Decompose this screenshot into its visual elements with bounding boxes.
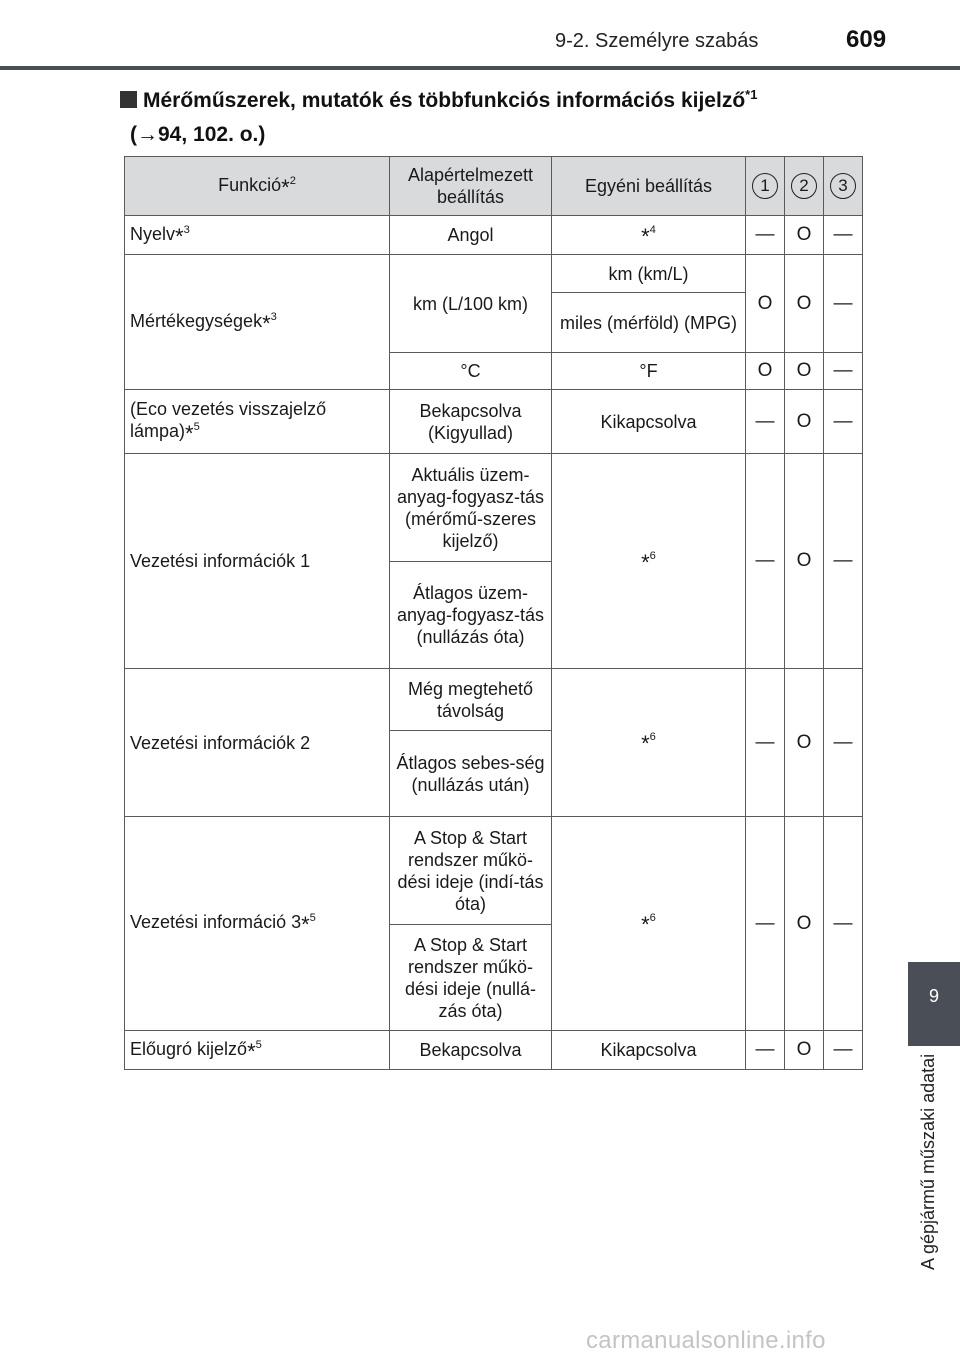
- header-col-3: 3: [824, 157, 863, 216]
- row-eco-c1: —: [746, 390, 785, 454]
- row-drive-info2-default-1: Még megtehető távolság: [390, 669, 552, 731]
- row-language-default: Angol: [390, 216, 552, 255]
- header-title: 9-2. Személyre szabás: [555, 30, 759, 52]
- header-col-2: 2: [785, 157, 824, 216]
- row-drive-info3-default-1: A Stop & Start rendszer műkö-dési ideje (indí-tás óta): [390, 817, 552, 925]
- row-drive-info1-c1: —: [746, 454, 785, 669]
- row-units-custom-2: °F: [552, 353, 746, 390]
- row-units-c3: —: [824, 255, 863, 353]
- section-heading: [120, 84, 880, 152]
- row-drive-info1-default-2: Átlagos üzem-anyag-fogyasz-tás (nullázás óta): [390, 562, 552, 669]
- table-row: [125, 390, 863, 454]
- row-units-c1b: O: [746, 353, 785, 390]
- row-drive-info2-default-2: Átlagos sebes-ség (nullázás után): [390, 731, 552, 817]
- row-drive-info1-c2: O: [785, 454, 824, 669]
- header-rule: [0, 66, 960, 70]
- table-header-row: [125, 157, 863, 216]
- side-tab-number: 9: [928, 986, 939, 1006]
- settings-table: [124, 156, 863, 1070]
- row-units-function: Mértékegységek*$^3$: [125, 255, 390, 390]
- row-units-custom-1a: km (km/L): [552, 255, 746, 293]
- row-eco-default: Bekapcsolva (Kigyullad): [390, 390, 552, 454]
- row-drive-info3-c1: —: [746, 817, 785, 1031]
- row-eco-function: (Eco vezetés visszajelző lámpa)*$^5$: [125, 390, 390, 454]
- row-units-c2b: O: [785, 353, 824, 390]
- table-row: [125, 216, 863, 255]
- row-drive-info1-default-1: Aktuális üzem-anyag-fogyasz-tás (mérőmű-szeres kijelző): [390, 454, 552, 562]
- row-eco-custom: Kikapcsolva: [552, 390, 746, 454]
- row-drive-info1-custom: *$^6$: [552, 454, 746, 669]
- row-drive-info3-c2: O: [785, 817, 824, 1031]
- row-drive-info3-custom: *$^6$: [552, 817, 746, 1031]
- row-units-custom-1b: miles (mérföld) (MPG): [552, 293, 746, 353]
- row-units-c2: O: [785, 255, 824, 353]
- table-row: [125, 454, 863, 562]
- row-units-c3b: —: [824, 353, 863, 390]
- watermark: carmanualsonline.info: [586, 1327, 826, 1354]
- header-function: Funkció*$^2$: [125, 157, 390, 216]
- row-drive-info2-c1: —: [746, 669, 785, 817]
- row-units-c1: O: [746, 255, 785, 353]
- row-units-default-2: °C: [390, 353, 552, 390]
- row-eco-c2: O: [785, 390, 824, 454]
- header-custom: Egyéni beállítás: [552, 157, 746, 216]
- row-language-c1: —: [746, 216, 785, 255]
- row-drive-info1-c3: —: [824, 454, 863, 669]
- side-tab: [908, 962, 960, 1046]
- page-number: 609: [846, 26, 887, 53]
- row-language-c2: O: [785, 216, 824, 255]
- ref-pages: 94, 102. o.): [158, 123, 266, 146]
- table-row: [125, 817, 863, 925]
- row-drive-info3-default-2: A Stop & Start rendszer műkö-dési ideje (nullá-zás óta): [390, 925, 552, 1031]
- row-language-c3: —: [824, 216, 863, 255]
- heading-reference: [120, 123, 265, 146]
- table-row: [125, 255, 863, 293]
- table-row: [125, 1031, 863, 1070]
- row-language-custom: *$^4$: [552, 216, 746, 255]
- row-drive-info1-function: Vezetési információk 1: [125, 454, 390, 669]
- heading-text: Mérőműszerek, mutatók és többfunkciós információs kijelző: [143, 89, 746, 112]
- row-drive-info3-c3: —: [824, 817, 863, 1031]
- row-popup-c1: —: [746, 1031, 785, 1070]
- table-row: [125, 669, 863, 731]
- row-drive-info2-c2: O: [785, 669, 824, 817]
- row-drive-info2-c3: —: [824, 669, 863, 817]
- side-tab-label: A gépjármű műszaki adatai: [918, 1054, 938, 1271]
- row-drive-info2-custom: *$^6$: [552, 669, 746, 817]
- row-drive-info3-function: Vezetési információ 3*$^5$: [125, 817, 390, 1031]
- row-units-default-1: km (L/100 km): [390, 255, 552, 353]
- row-eco-c3: —: [824, 390, 863, 454]
- square-bullet-icon: [120, 91, 137, 108]
- row-popup-c3: —: [824, 1031, 863, 1070]
- row-language-function: Nyelv*$^3$: [125, 216, 390, 255]
- row-popup-default: Bekapcsolva: [390, 1031, 552, 1070]
- row-popup-function: Előugró kijelző*$^5$: [125, 1031, 390, 1070]
- heading-footnote: *1: [745, 87, 758, 102]
- arrow-right-icon: →: [137, 123, 158, 146]
- row-popup-c2: O: [785, 1031, 824, 1070]
- header-default: Alapértelmezett beállítás: [390, 157, 552, 216]
- row-popup-custom: Kikapcsolva: [552, 1031, 746, 1070]
- header-col-1: 1: [746, 157, 785, 216]
- ref-open: (: [130, 123, 137, 146]
- row-drive-info2-function: Vezetési információk 2: [125, 669, 390, 817]
